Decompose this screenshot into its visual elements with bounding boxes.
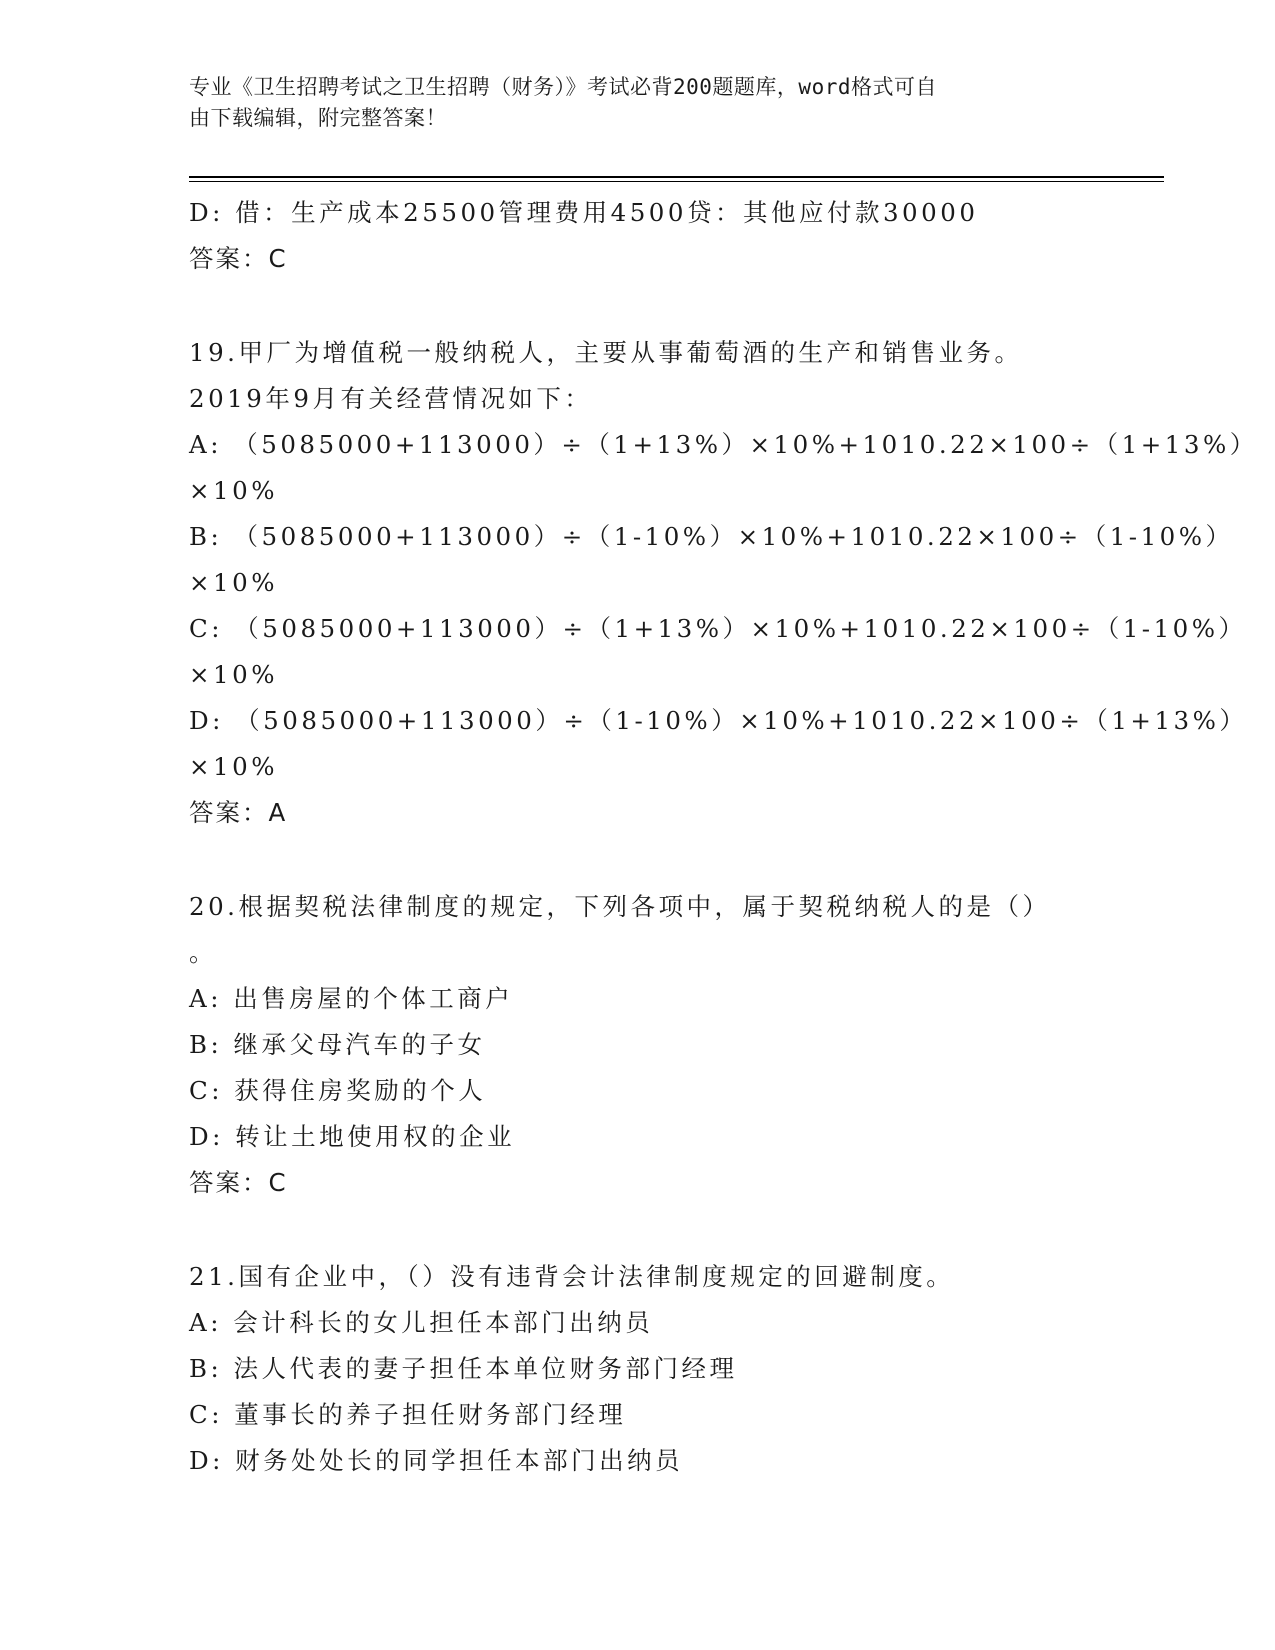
option-d: D: （5085000+113000）÷（1-10%）×10%+1010.22×100÷（1+13%） — [189, 706, 1248, 735]
question-content — [189, 190, 1258, 1484]
question-stem: 21.国有企业中，（）没有违背会计法律制度规定的回避制度。 — [189, 1262, 955, 1291]
option-b: B: 继承父母汽车的子女 — [189, 1030, 486, 1059]
option-a-continued: ×10% — [189, 476, 278, 505]
option-c-continued: ×10% — [189, 660, 278, 689]
question-20 — [189, 884, 1089, 1206]
question-stem-continued: 2019年9月有关经营情况如下： — [189, 384, 593, 413]
option-d: D: 转让土地使用权的企业 — [189, 1122, 516, 1151]
option-d: D: 财务处处长的同学担任本部门出纳员 — [189, 1446, 684, 1475]
question-18-tail — [189, 190, 1089, 282]
spacer — [189, 282, 1089, 330]
spacer — [189, 1206, 1089, 1254]
option-a: A: 出售房屋的个体工商户 — [189, 984, 514, 1013]
header-line-1: 专业《卫生招聘考试之卫生招聘（财务）》考试必背200题题库，word格式可自 — [189, 75, 937, 99]
answer: 答案：C — [189, 244, 288, 273]
option-b-continued: ×10% — [189, 568, 278, 597]
option-d-continued: ×10% — [189, 752, 278, 781]
header-line-2: 由下载编辑，附完整答案！ — [189, 106, 447, 130]
answer: 答案：A — [189, 798, 288, 827]
header-divider-thin — [189, 181, 1164, 182]
option-d: D: 借：生产成本25500管理费用4500贷：其他应付款30000 — [189, 198, 979, 227]
document-header — [189, 72, 1069, 134]
option-a: A: （5085000+113000）÷（1+13%）×10%+1010.22×100÷（1+13%） — [189, 430, 1258, 459]
option-b: B: （5085000+113000）÷（1-10%）×10%+1010.22×100÷（1-10%） — [189, 522, 1234, 551]
option-b: B: 法人代表的妻子担任本单位财务部门经理 — [189, 1354, 738, 1383]
question-stem: 19.甲厂为增值税一般纳税人，主要从事葡萄酒的生产和销售业务。 — [189, 338, 1023, 367]
question-21 — [189, 1254, 1089, 1484]
option-c: C: 获得住房奖励的个人 — [189, 1076, 487, 1105]
option-c: C: 董事长的养子担任财务部门经理 — [189, 1400, 627, 1429]
question-19 — [189, 330, 1258, 836]
answer: 答案：C — [189, 1168, 288, 1197]
option-c: C: （5085000+113000）÷（1+13%）×10%+1010.22×100÷（1-10%） — [189, 614, 1247, 643]
spacer — [189, 836, 1089, 884]
question-stem-continued: 。 — [189, 938, 217, 967]
header-divider-thick — [189, 176, 1164, 178]
option-a: A: 会计科长的女儿担任本部门出纳员 — [189, 1308, 654, 1337]
question-stem: 20.根据契税法律制度的规定，下列各项中，属于契税纳税人的是（） — [189, 892, 1051, 921]
